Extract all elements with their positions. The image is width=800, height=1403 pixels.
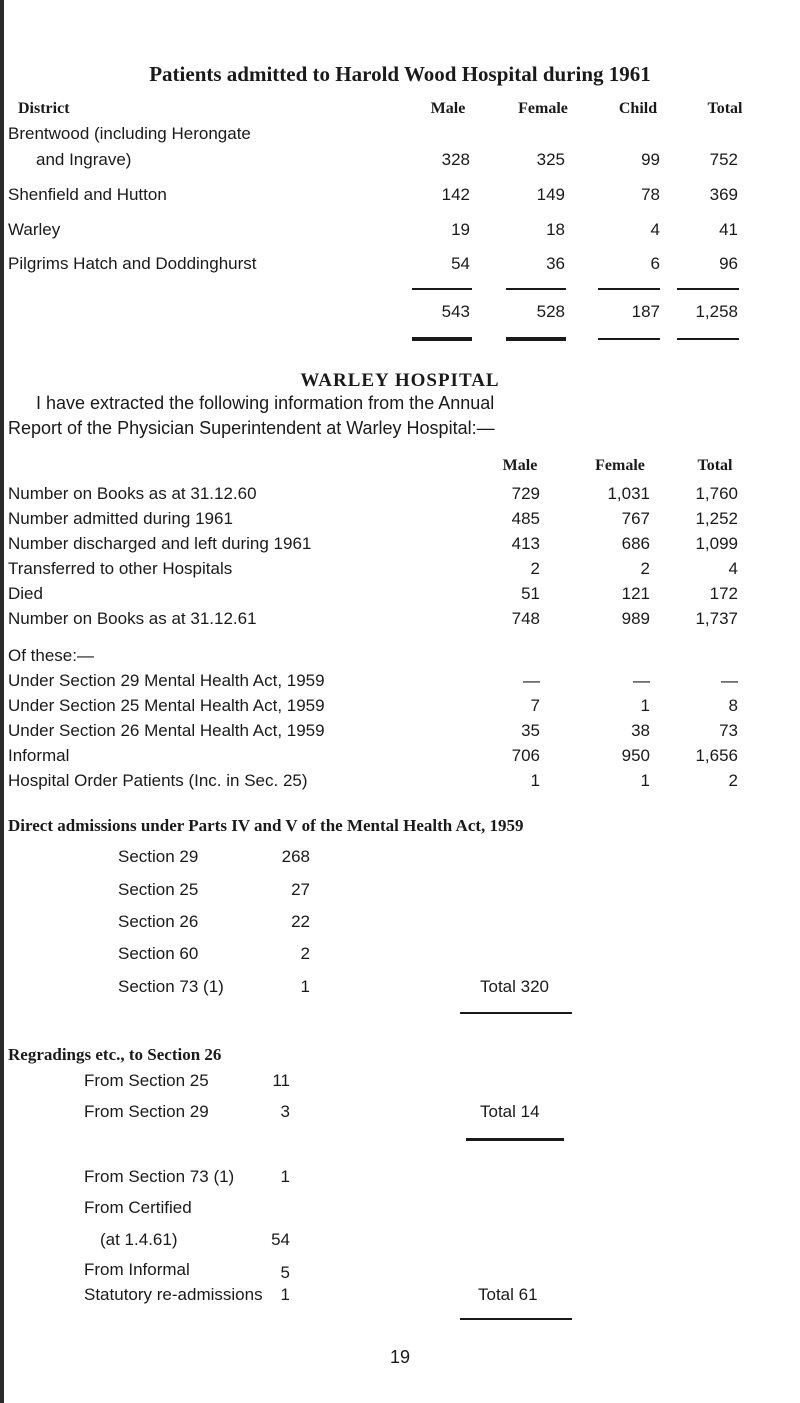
section-label: Section 60 — [118, 944, 199, 963]
cell-female: 18 — [546, 220, 565, 239]
regrading-label: From Section 29 — [84, 1102, 209, 1121]
total-rule — [598, 288, 660, 290]
cell-male: 706 — [511, 746, 540, 765]
regrading-label: Statutory re-admissions — [84, 1285, 263, 1304]
regrading-label: From Section 73 (1) — [84, 1167, 235, 1186]
direct-total: Total 320 — [480, 977, 549, 996]
cell-child: 4 — [650, 220, 660, 239]
header-male: Male — [502, 457, 538, 474]
regrading-label: From Informal — [84, 1260, 190, 1279]
cell-female: 1 — [640, 771, 650, 790]
header-total: Total — [697, 457, 733, 474]
cell-total: 73 — [719, 721, 738, 740]
header-child: Child — [618, 100, 658, 117]
regrading-label: From Certified — [84, 1198, 192, 1217]
district-label: Warley — [8, 220, 61, 239]
cell-total: 41 — [719, 220, 738, 239]
row-label: Under Section 26 Mental Health Act, 1959 — [8, 721, 325, 740]
row-label: Transferred to other Hospitals — [8, 559, 233, 578]
section-value: 268 — [281, 847, 310, 866]
district-label: Shenfield and Hutton — [8, 185, 167, 204]
cell-total: 4 — [728, 559, 738, 578]
cell-female: 950 — [621, 746, 650, 765]
regrading-label: From Section 25 — [84, 1071, 209, 1090]
regrading-value: 5 — [280, 1263, 290, 1282]
regrading-value: 11 — [272, 1071, 290, 1090]
cell-male: 413 — [511, 534, 540, 553]
section-value: 2 — [300, 944, 310, 963]
total-underline — [466, 1138, 564, 1141]
total-male: 543 — [441, 302, 470, 321]
cell-male: — — [523, 671, 540, 690]
district-label: Pilgrims Hatch and Doddinghurst — [8, 254, 257, 273]
total-underline — [412, 337, 472, 341]
total-underline — [598, 338, 660, 340]
page-number: 19 — [389, 1347, 411, 1367]
total-underline — [460, 1318, 572, 1320]
cell-total: — — [721, 671, 738, 690]
cell-child: 99 — [641, 150, 660, 169]
cell-male: 2 — [530, 559, 540, 578]
total-rule — [506, 288, 566, 290]
regrading-value: 3 — [280, 1102, 290, 1121]
cell-total: 1,252 — [695, 509, 738, 528]
cell-male: 142 — [441, 185, 470, 204]
intro-text: I have extracted the following information from the Annual — [36, 393, 495, 413]
section-value: 22 — [291, 912, 310, 931]
total-underline — [677, 338, 739, 340]
page-edge — [0, 0, 4, 1403]
row-label: Under Section 29 Mental Health Act, 1959 — [8, 671, 325, 690]
table1-title: Patients admitted to Harold Wood Hospital during 1961 — [149, 62, 651, 86]
section-label: Section 26 — [118, 912, 199, 931]
header-total: Total — [707, 100, 743, 117]
cell-total: 8 — [728, 696, 738, 715]
header-female: Female — [595, 457, 645, 474]
direct-admissions-heading: Direct admissions under Parts IV and V of the Mental Health Act, 1959 — [8, 816, 524, 835]
row-label: Under Section 25 Mental Health Act, 1959 — [8, 696, 325, 715]
section-label: Section 25 — [118, 880, 199, 899]
cell-total: 1,099 — [695, 534, 738, 553]
cell-total: 172 — [709, 584, 738, 603]
cell-total: 2 — [728, 771, 738, 790]
section-title: WARLEY HOSPITAL — [300, 370, 500, 391]
cell-total: 1,656 — [695, 746, 738, 765]
row-label: Hospital Order Patients (Inc. in Sec. 25) — [8, 771, 308, 790]
header-district: District — [18, 100, 70, 117]
cell-female: 767 — [621, 509, 650, 528]
cell-female: 686 — [621, 534, 650, 553]
cell-female: 325 — [536, 150, 565, 169]
cell-male: 729 — [511, 484, 540, 503]
header-female: Female — [518, 100, 568, 117]
cell-female: 149 — [536, 185, 565, 204]
regradings-total-2: Total 61 — [478, 1285, 538, 1304]
row-label: Informal — [8, 746, 70, 765]
cell-child: 6 — [650, 254, 660, 273]
section-value: 27 — [291, 880, 310, 899]
total-total: 1,258 — [695, 302, 738, 321]
cell-child: 78 — [641, 185, 660, 204]
cell-male: 35 — [521, 721, 540, 740]
section-value: 1 — [300, 977, 310, 996]
row-label: Number discharged and left during 1961 — [8, 534, 312, 553]
cell-male: 485 — [511, 509, 540, 528]
cell-female: 1 — [640, 696, 650, 715]
cell-male: 19 — [451, 220, 470, 239]
total-rule — [677, 288, 739, 290]
cell-total: 96 — [719, 254, 738, 273]
cell-female: 38 — [631, 721, 650, 740]
cell-female: 1,031 — [607, 484, 650, 503]
row-label: Number on Books as at 31.12.61 — [8, 609, 257, 628]
cell-total: 1,760 — [695, 484, 738, 503]
row-label: Number on Books as at 31.12.60 — [8, 484, 257, 503]
regradings-heading: Regradings etc., to Section 26 — [8, 1045, 222, 1064]
regrading-value: 54 — [271, 1230, 290, 1249]
intro-text: Report of the Physician Superintendent at Warley Hospital:— — [8, 418, 495, 438]
total-female: 528 — [536, 302, 565, 321]
total-rule — [412, 288, 472, 290]
regradings-total-1: Total 14 — [480, 1102, 540, 1121]
cell-male: 328 — [441, 150, 470, 169]
cell-female: — — [633, 671, 650, 690]
total-underline — [460, 1012, 572, 1014]
cell-female: 2 — [640, 559, 650, 578]
cell-total: 1,737 — [695, 609, 738, 628]
section-label: Section 73 (1) — [118, 977, 224, 996]
cell-total: 369 — [709, 185, 738, 204]
regrading-label: (at 1.4.61) — [100, 1230, 178, 1249]
cell-male: 54 — [451, 254, 470, 273]
cell-male: 748 — [511, 609, 540, 628]
cell-male: 1 — [530, 771, 540, 790]
row-label: Died — [8, 584, 43, 603]
cell-male: 51 — [521, 584, 540, 603]
total-child: 187 — [631, 302, 660, 321]
header-male: Male — [430, 100, 466, 117]
cell-female: 36 — [546, 254, 565, 273]
of-these-label: Of these:— — [8, 646, 94, 665]
district-label: and Ingrave) — [36, 150, 132, 169]
district-label: Brentwood (including Herongate — [8, 124, 251, 143]
cell-female: 121 — [621, 584, 650, 603]
total-underline — [506, 337, 566, 341]
regrading-value: 1 — [280, 1285, 290, 1304]
cell-female: 989 — [621, 609, 650, 628]
section-label: Section 29 — [118, 847, 199, 866]
regrading-value: 1 — [280, 1167, 290, 1186]
cell-male: 7 — [530, 696, 540, 715]
row-label: Number admitted during 1961 — [8, 509, 233, 528]
cell-total: 752 — [709, 150, 738, 169]
